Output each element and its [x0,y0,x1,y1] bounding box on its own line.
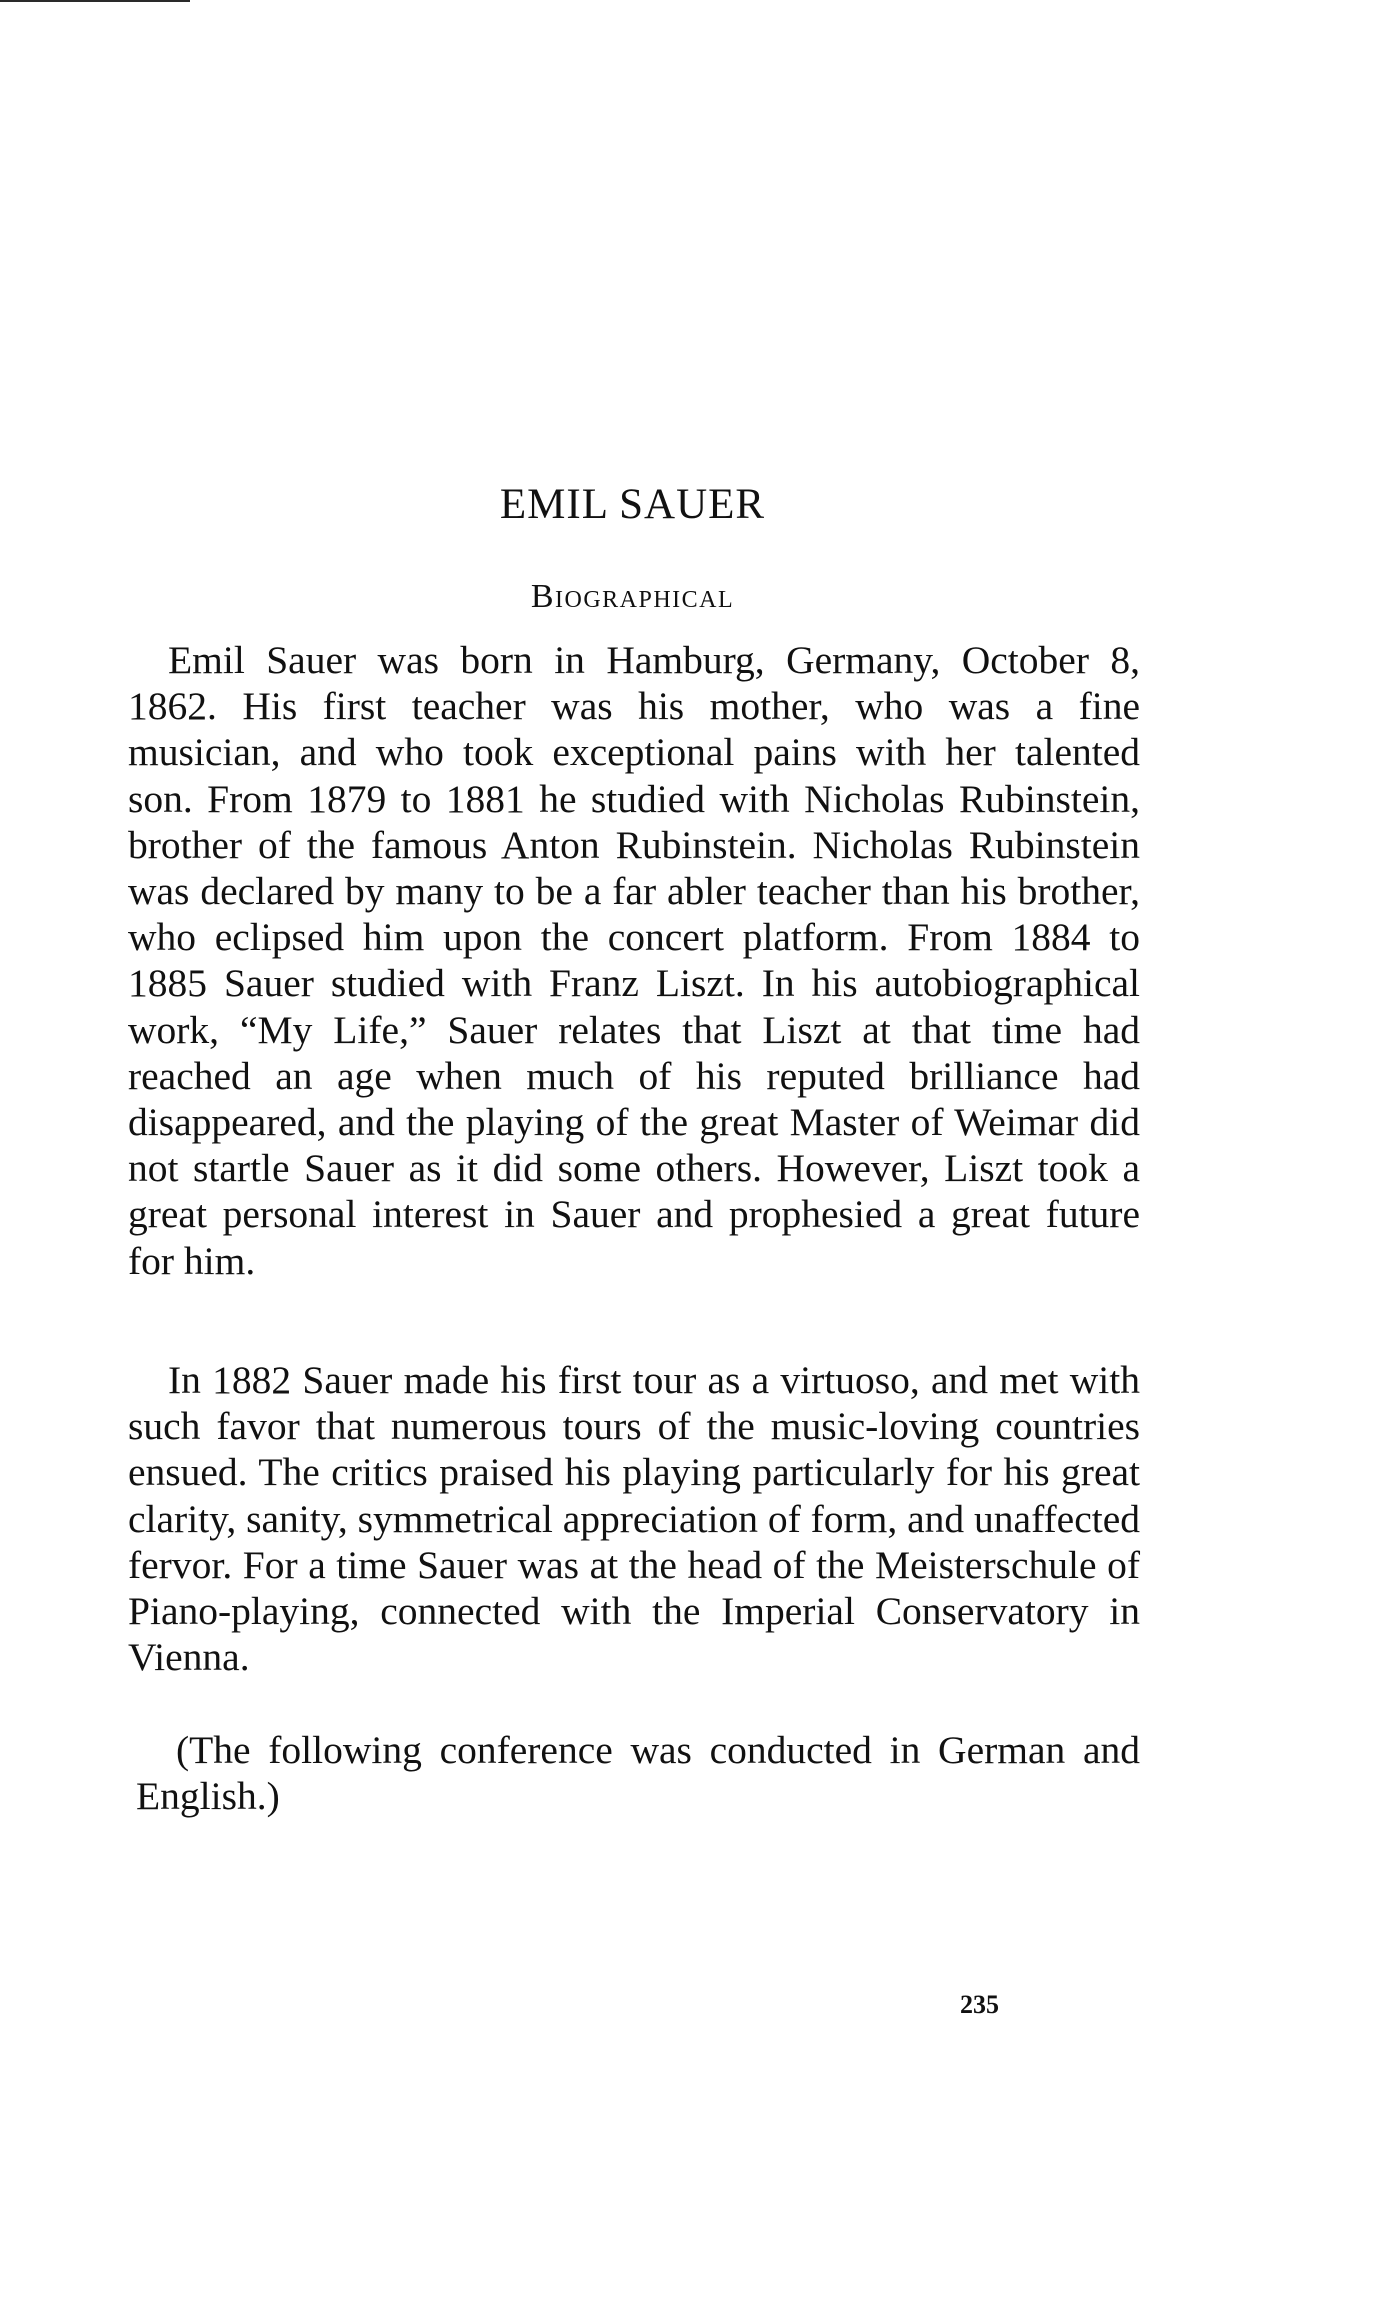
chapter-title: EMIL SAUER [499,481,766,528]
page-number: 235 [960,1990,999,2019]
paragraph-2: In 1882 Sauer made his first tour as a virtuoso, and met with such favor that numerous tours of the music-loving countries ensued. The critics praised his playing particularly for his great clarity, sanity, symmetrical appreciation of form, and unaffected fervor. For a time Sauer was at the head of the Meisterschule of Piano-playing, connected with the Imperial Conservatory in Vienna. [128,1358,1140,1680]
body-text-1 [128,637,1140,1284]
scan-edge-rule [0,0,190,2]
paragraph-3: (The following conference was conducted in German and English.) [136,1728,1140,1819]
section-subtitle: Biographical [530,578,735,615]
paragraph-1: Emil Sauer was born in Hamburg, Germany, October 8, 1862. His first teacher was his mother, who was a fine musician, and who took exceptional pains with her talented son. From 1879 to 1881 he studied with Nicholas Rubinstein, brother of the famous Anton Rubinstein. Nicholas Rubinstein was declared by many to be a far abler teacher than his brother, who eclipsed him upon the concert platform. From 1884 to 1885 Sauer studied with Franz Liszt. In his autobiographical work, “My Life,” Sauer relates that Liszt at that time had reached an age when much of his reputed brilliance had disappeared, and the playing of the great Master of Weimar did not startle Sauer as it did some others. However, Liszt took a great personal interest in Sauer and prophesied a great future for him. [128,638,1140,1283]
body-text-2 [128,1357,1140,1680]
body-text-3 [136,1727,1140,1819]
